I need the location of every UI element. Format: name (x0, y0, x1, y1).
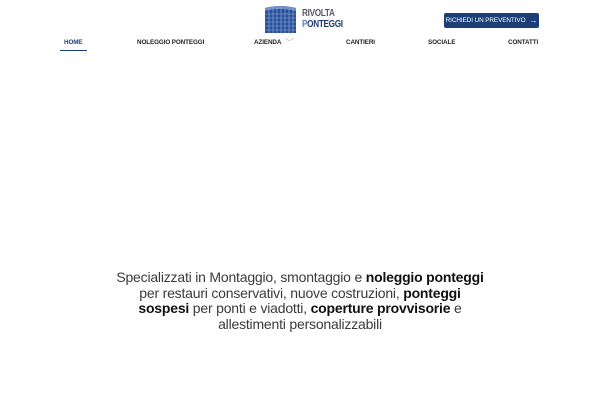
hero-line-3: sospesi per ponti e viadotti, coperture provvisorie e (138, 300, 462, 316)
hero-line-2: per restauri conservativi, nuove costruzioni, ponteggi (139, 284, 461, 301)
chevron-down-icon: ﹀ (284, 39, 295, 46)
nav-item-contatti[interactable]: CONTATTI (508, 39, 539, 46)
logo[interactable] (263, 3, 343, 34)
request-quote-label: RICHIEDI UN PREVENTIVO (445, 17, 526, 24)
logo-line-2: PONTEGGI (302, 18, 343, 30)
arrow-right-icon: → (529, 15, 538, 25)
nav-item-azienda[interactable]: AZIENDA ﹀ (254, 39, 295, 46)
logo-wordmark (302, 8, 354, 30)
nav-item-home[interactable]: HOME (64, 38, 83, 52)
request-quote-button[interactable] (444, 13, 539, 28)
main-nav (0, 38, 600, 52)
nav-item-noleggio-ponteggi[interactable]: NOLEGGIO PONTEGGI (137, 39, 205, 46)
hero-line-4: allestimenti personalizzabili (218, 315, 382, 332)
building-grid-icon (263, 4, 298, 34)
hero-line-1: Specializzati in Montaggio, smontaggio e noleggio ponteggi (116, 269, 484, 285)
hero-tagline (0, 270, 600, 332)
nav-item-sociale[interactable]: SOCIALE (428, 39, 456, 46)
nav-item-cantieri[interactable]: CANTIERI (346, 39, 375, 46)
logo-line-1: RIVOLTA (302, 6, 335, 19)
